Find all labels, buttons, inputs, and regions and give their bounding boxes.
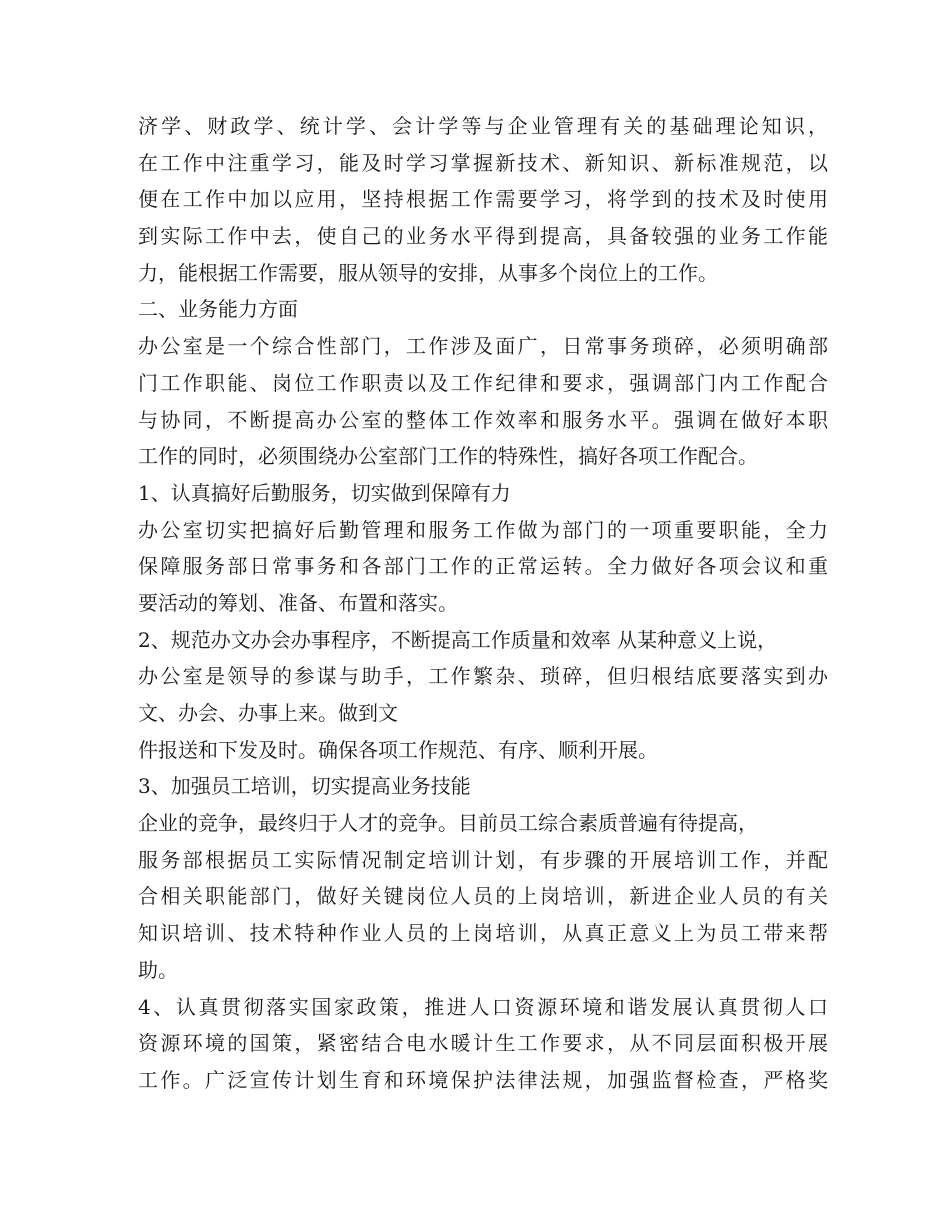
text-line: 件报送和下发及时。确保各项工作规范、有序、顺利开展。 (138, 737, 658, 762)
text-line: 合相关职能部门，做好关键岗位人员的上岗培训，新进企业人员的有关 (138, 884, 828, 909)
text-line: 保障服务部日常事务和各部门工作的正常运转。全力做好各项会议和重 (138, 554, 828, 579)
text-line: 工作。广泛宣传计划生育和环境保护法律法规，加强监督检查，严格奖 (138, 1067, 828, 1092)
text-line: 工作的同时，必须围绕办公室部门工作的特殊性，搞好各项工作配合。 (138, 444, 758, 469)
text-line: 便在工作中加以应用，坚持根据工作需要学习，将学到的技术及时使用 (138, 187, 828, 212)
text-line: 服务部根据员工实际情况制定培训计划，有步骤的开展培训工作，并配 (138, 847, 828, 872)
subsection-heading: 4、认真贯彻落实国家政策，推进人口资源环境和谐发展认真贯彻人口 (138, 994, 828, 1019)
text-line: 门工作职能、岗位工作职责以及工作纪律和要求，强调部门内工作配合 (138, 370, 828, 395)
text-line: 到实际工作中去，使自己的业务水平得到提高，具备较强的业务工作能 (138, 224, 828, 249)
text-line: 知识培训、技术特种作业人员的上岗培训，从真正意义上为员工带来帮 (138, 921, 828, 946)
text-line: 办公室是领导的参谋与助手，工作繁杂、琐碎，但归根结底要落实到办 (138, 664, 828, 689)
text-line: 在工作中注重学习，能及时学习掌握新技术、新知识、新标准规范，以 (138, 150, 828, 175)
text-line: 助。 (138, 957, 178, 982)
text-line: 要活动的筹划、准备、布置和落实。 (138, 590, 458, 615)
text-line: 办公室切实把搞好后勤管理和服务工作做为部门的一项重要职能，全力 (138, 517, 828, 542)
text-line: 济学、财政学、统计学、会计学等与企业管理有关的基础理论知识， (138, 114, 828, 138)
subsection-heading: 3、加强员工培训，切实提高业务技能 (138, 774, 471, 799)
text-line: 文、办会、办事上来。做到文 (138, 701, 398, 725)
text-line: 力，能根据工作需要，服从领导的安排，从事多个岗位上的工作。 (138, 260, 718, 285)
document-body (138, 108, 828, 1099)
text-line: 企业的竞争，最终归于人才的竞争。目前员工综合素质普遍有待提高， (138, 811, 758, 836)
text-line: 办公室是一个综合性部门，工作涉及面广，日常事务琐碎，必须明确部 (138, 334, 828, 359)
subsection-heading: 2、规范办文办会办事程序，不断提高工作质量和效率 从某种意义上说， (138, 627, 778, 652)
subsection-heading: 1、认真搞好后勤服务，切实做到保障有力 (138, 480, 511, 505)
text-line: 资源环境的国策，紧密结合电水暖计生工作要求，从不同层面积极开展 (138, 1031, 828, 1056)
text-line: 与协同，不断提高办公室的整体工作效率和服务水平。强调在做好本职 (138, 407, 828, 432)
section-heading: 二、业务能力方面 (138, 297, 298, 322)
